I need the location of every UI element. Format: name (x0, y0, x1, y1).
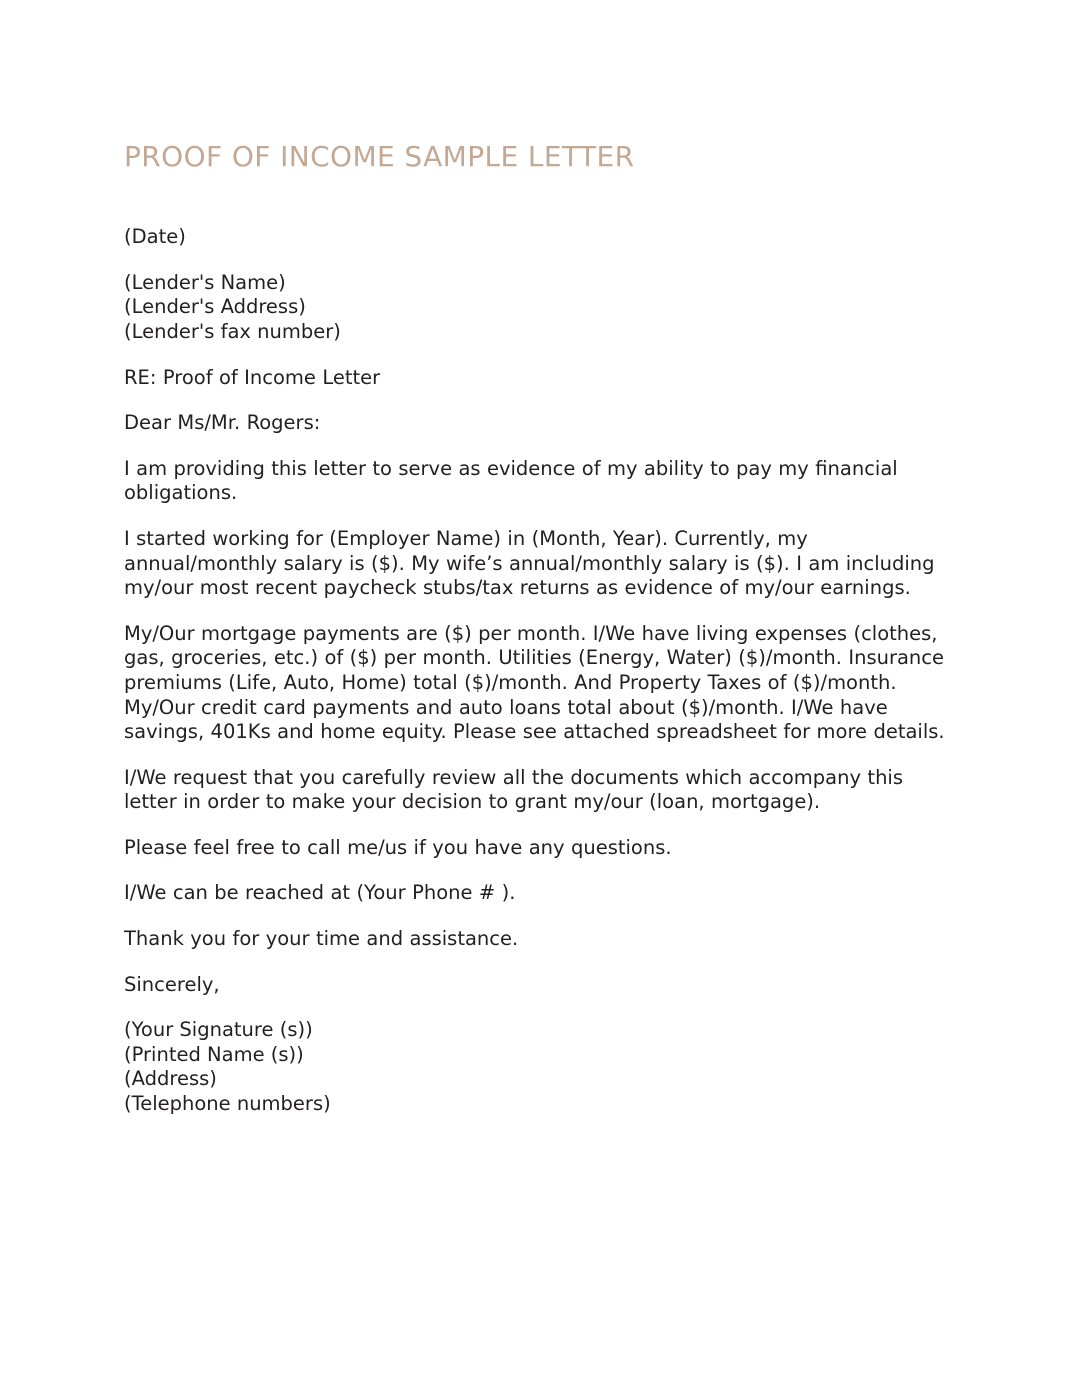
body-paragraph: My/Our mortgage payments are ($) per month. I/We have living expenses (clothes, gas, groceries, etc.) of ($) per month. Utilities (Energy, Water) ($)/month. Insurance premiums (Life, Auto, Home) total ($)/month. And Property Taxes of ($)/month. My/Our credit card payments and auto loans total about ($)/month. I/We have savings, 401Ks and home equity. Please see attached spreadsheet for more details. (124, 621, 945, 744)
signature-block (124, 1018, 946, 1116)
body-paragraph: I/We request that you carefully review all the documents which accompany this letter in order to make your decision to grant my/our (loan, mortgage). (124, 765, 904, 814)
body-paragraph: I am providing this letter to serve as evidence of my ability to pay my financial obligations. (124, 456, 898, 505)
body-paragraph: Please feel free to call me/us if you have any questions. (124, 835, 672, 859)
recipient-block (124, 271, 946, 345)
signature-line: (Your Signature (s)) (124, 1018, 313, 1042)
body-paragraph: I/We can be reached at (Your Phone # ). (124, 881, 516, 905)
recipient-line: (Lender's Name) (124, 270, 286, 294)
recipient-line: (Lender's Address) (124, 295, 306, 319)
body-paragraph: Thank you for your time and assistance. (124, 927, 519, 951)
date-line: (Date) (124, 225, 186, 249)
signature-line: (Address) (124, 1067, 217, 1091)
closing-line: Sincerely, (124, 972, 220, 996)
salutation: Dear Ms/Mr. Rogers: (124, 411, 321, 435)
letter-content (124, 225, 946, 1116)
letter-body (124, 0, 946, 1117)
signature-line: (Telephone numbers) (124, 1092, 331, 1116)
page-title: PROOF OF INCOME SAMPLE LETTER (124, 140, 635, 173)
body-paragraph: I started working for (Employer Name) in (Month, Year). Currently, my annual/monthly salary is ($). My wife’s annual/monthly salary is ($). I am including my/our most recent paycheck stubs/tax returns as evidence of my/our earnings. (124, 526, 935, 600)
signature-line: (Printed Name (s)) (124, 1042, 304, 1066)
subject-line: RE: Proof of Income Letter (124, 365, 381, 389)
recipient-line: (Lender's fax number) (124, 319, 341, 343)
